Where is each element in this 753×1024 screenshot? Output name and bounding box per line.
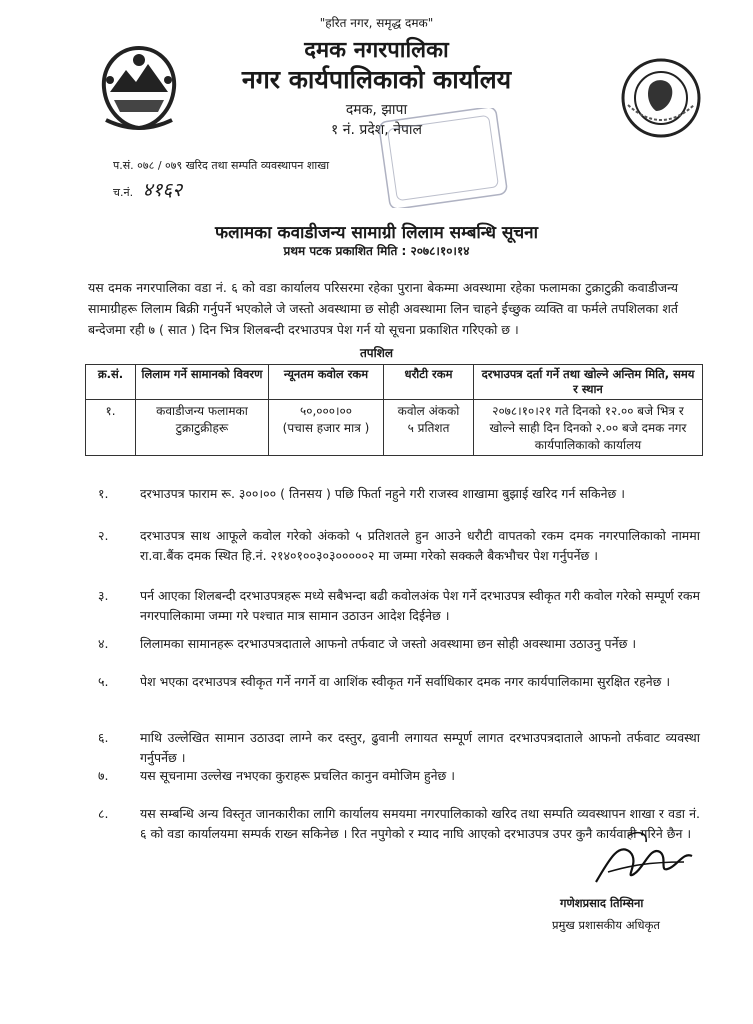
- condition-text: पर्न आएका शिलबन्दी दरभाउपत्रहरू मध्ये सबैभन्दा बढी कवोलअंक पेश गर्ने दरभाउपत्र स्वीकृत गरी कवोल गरेको सम्पूर्ण रकम नगरपालिकामा जम्मा गरे पश्चात मात्र सामान उठाउन आदेश दिईनेछ ।: [140, 588, 700, 623]
- table-row: [86, 400, 703, 456]
- condition-number: ७.: [98, 768, 109, 783]
- signatory-name: गणेशप्रसाद तिम्सिना: [560, 896, 644, 910]
- list-item: [88, 728, 700, 768]
- reference-cn-label: च.नं.: [113, 186, 134, 199]
- reference-cn-value: ४१६२: [142, 179, 183, 201]
- col-header-item: लिलाम गर्ने सामानको विवरण: [136, 365, 269, 400]
- damak-municipality-logo: [618, 55, 704, 141]
- office-stamp: [378, 108, 508, 208]
- condition-number: ४.: [98, 636, 109, 651]
- signatory-title: प्रमुख प्रशासकीय अधिकृत: [552, 918, 660, 932]
- condition-text: यस सम्बन्धि अन्य विस्तृत जानकारीका लागि कार्यालय समयमा नगरपालिकाको खरिद तथा सम्पति व्यवस्थापन शाखा र वडा नं. ६ को वडा कार्यालयमा सम्पर्क राख्न सकिनेछ । रित नपुगेको र म्याद नाघि आएको दरभाउपत्र उपर कुनै कार्यवाही गरिने छैन ।: [140, 806, 700, 841]
- condition-text: दरभाउपत्र फाराम रू. ३००।०० ( तिनसय ) पछि फिर्ता नहुने गरी राजस्व शाखामा बुझाई खरिद गर्न सकिनेछ ।: [140, 486, 626, 501]
- cell-sn: १.: [86, 400, 136, 456]
- government-emblem-logo: [92, 40, 186, 136]
- municipality-name: दमक नगरपालिका: [304, 38, 449, 63]
- list-item: [88, 766, 700, 786]
- condition-number: ३.: [98, 588, 109, 603]
- col-header-min-bid: न्यूनतम कवोल रकम: [269, 365, 384, 400]
- list-item: [88, 586, 700, 626]
- condition-text: पेश भएका दरभाउपत्र स्वीकृत गर्ने नगर्ने वा आशिंक स्वीकृत गर्ने सर्वाधिकार दमक नगर कार्यपालिकामा सुरक्षित रहनेछ ।: [140, 674, 671, 689]
- notice-intro: यस दमक नगरपालिका वडा नं. ६ को वडा कार्यालय परिसरमा रहेका पुराना बेकम्मा अवस्थामा रहेका फलामका टुक्राटुक्री कवाडीजन्य सामाग्रीहरू लिलाम बिक्री गर्नुपर्ने भएकोले जे जस्तो अवस्थामा छ सोही अवस्थामा लिन चाहने ईच्छुक व्यक्ति वा फर्मले तपशिलका शर्त बन्देजमा रही ७ ( सात ) दिन भित्र शिलबन्दी दरभाउपत्र पेश गर्न यो सूचना प्रकाशित गरिएको छ ।: [88, 280, 678, 337]
- schedule-heading: तपशिल: [359, 346, 394, 360]
- condition-text: लिलामका सामानहरू दरभाउपत्रदाताले आफनो तर्फवाट जे जस्तो अवस्थामा छन सोही अवस्थामा उठाउनु पर्नेछ ।: [140, 636, 637, 651]
- handwritten-signature: [588, 822, 698, 894]
- list-item: [88, 526, 700, 566]
- notice-title: फलामका कवाडीजन्य सामाग्री लिलाम सम्बन्धि सूचना: [214, 223, 539, 243]
- col-header-deadline: दरभाउपत्र दर्ता गर्ने तथा खोल्ने अन्तिम मिति, समय र स्थान: [474, 365, 703, 400]
- condition-number: १.: [98, 486, 109, 501]
- list-item: [88, 484, 700, 504]
- cell-item: कवाडीजन्य फलामका टुक्राटुक्रीहरू: [136, 400, 269, 456]
- condition-text: यस सूचनामा उल्लेख नभएका कुराहरू प्रचलित कानुन वमोजिम हुनेछ ।: [140, 768, 456, 783]
- schedule-table: [85, 364, 703, 456]
- condition-number: ५.: [98, 674, 109, 689]
- col-header-deposit: धरौटी रकम: [384, 365, 474, 400]
- notice-publish-date: प्रथम पटक प्रकाशित मिति : २०७८।१०।१४: [283, 244, 470, 258]
- office-name: नगर कार्यपालिकाको कार्यालय: [241, 65, 512, 94]
- condition-number: ८.: [98, 806, 109, 821]
- reference-cn: [113, 176, 182, 202]
- slogan: "हरित नगर, समृद्ध दमक": [319, 16, 434, 30]
- address-city: दमक, झापा: [345, 102, 408, 118]
- schedule-header-row: [86, 365, 703, 400]
- condition-text: दरभाउपत्र साथ आफूले कवोल गरेको अंकको ५ प्रतिशतले हुन आउने धरौटी वापतको रकम दमक नगरपालिकाको नाममा रा.वा.बैंक दमक स्थित हि.नं. २१४०१००३०३०००००२ मा जम्मा गरेको सक्कलै बैकभौचर पेश गर्नुपर्नेछ ।: [140, 528, 700, 563]
- cell-deadline: २०७८।१०।२१ गते दिनको १२.०० बजे भित्र र खोल्ने साही दिन दिनको २.०० बजे दमक नगर कार्यपालिकाको कार्यालय: [474, 400, 703, 456]
- cell-min-bid: ५०,०००।०० (पचास हजार मात्र ): [269, 400, 384, 456]
- condition-number: २.: [98, 528, 109, 543]
- cell-deposit: कवोल अंकको ५ प्रतिशत: [384, 400, 474, 456]
- condition-number: ६.: [98, 730, 109, 745]
- address-province: १ नं. प्रदेश, नेपाल: [330, 122, 423, 138]
- list-item: [88, 634, 700, 654]
- col-header-sn: क्र.सं.: [86, 365, 136, 400]
- reference-ps: प.सं. ०७८ / ०७९ खरिद तथा सम्पति व्यवस्थापन शाखा: [113, 159, 330, 172]
- condition-text: माथि उल्लेखित सामान उठाउदा लाग्ने कर दस्तुर, ढुवानी लगायत सम्पूर्ण लागत दरभाउपत्रदाताले आफनो तर्फवाट व्यवस्था गर्नुपर्नेछ ।: [140, 730, 700, 765]
- list-item: [88, 672, 700, 692]
